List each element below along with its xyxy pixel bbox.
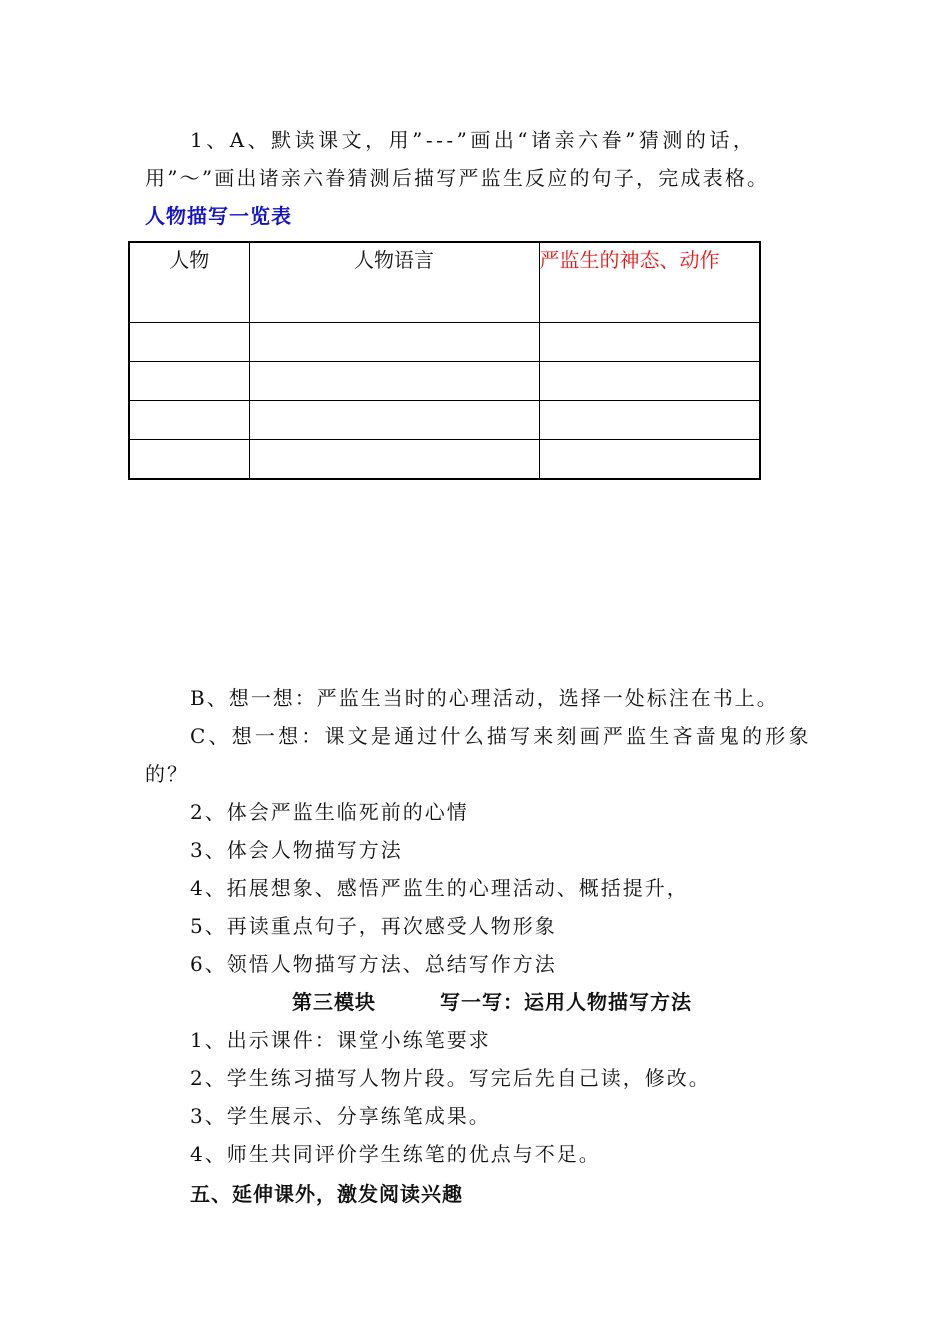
header-expression-action: 严监生的神态、动作 xyxy=(539,242,760,323)
intro-line-2: 用”～”画出诸亲六眷猜测后描写严监生反应的句子，完成表格。 xyxy=(145,166,770,190)
table-row xyxy=(129,440,760,480)
table-cell[interactable] xyxy=(129,362,249,401)
table-cell[interactable] xyxy=(129,323,249,362)
table-cell[interactable] xyxy=(539,323,760,362)
header-character-language: 人物语言 xyxy=(249,242,539,323)
step-4: 4、拓展想象、感悟严监生的心理活动、概括提升， xyxy=(190,876,689,900)
table-cell[interactable] xyxy=(129,401,249,440)
step-b: B、想一想：严监生当时的心理活动，选择一处标注在书上。 xyxy=(190,686,779,710)
table-row xyxy=(129,323,760,362)
module-3-subtitle: 写一写：运用人物描写方法 xyxy=(440,990,692,1014)
table-cell[interactable] xyxy=(249,323,539,362)
table-cell[interactable] xyxy=(539,401,760,440)
module-3-item-1: 1、出示课件：课堂小练笔要求 xyxy=(190,1028,491,1052)
table-cell[interactable] xyxy=(249,362,539,401)
table-row xyxy=(129,401,760,440)
module-3-item-2: 2、学生练习描写人物片段。写完后先自己读，修改。 xyxy=(190,1066,711,1090)
table-cell[interactable] xyxy=(539,440,760,480)
step-3: 3、体会人物描写方法 xyxy=(190,838,403,862)
module-3-item-4: 4、师生共同评价学生练笔的优点与不足。 xyxy=(190,1142,601,1166)
table-row xyxy=(129,362,760,401)
module-3-name: 第三模块 xyxy=(292,990,376,1014)
table-title: 人物描写一览表 xyxy=(145,204,292,228)
module-3-heading xyxy=(292,988,692,1016)
intro-line-1: 1、A、默读课文，用”---”画出“诸亲六眷”猜测的话， xyxy=(190,128,757,152)
module-3-item-3: 3、学生展示、分享练笔成果。 xyxy=(190,1104,491,1128)
step-2: 2、体会严监生临死前的心情 xyxy=(190,800,469,824)
table-cell[interactable] xyxy=(249,440,539,480)
table-cell[interactable] xyxy=(539,362,760,401)
table-cell[interactable] xyxy=(249,401,539,440)
step-5: 5、再读重点句子，再次感受人物形象 xyxy=(190,914,557,938)
step-c-line-2: 的？ xyxy=(145,762,189,786)
step-c-line-1: C、想一想：课文是通过什么描写来刻画严监生吝啬鬼的形象 xyxy=(190,724,812,748)
step-6: 6、领悟人物描写方法、总结写作方法 xyxy=(190,952,557,976)
header-character: 人物 xyxy=(129,242,249,323)
character-description-table xyxy=(128,241,761,480)
table-cell[interactable] xyxy=(129,440,249,480)
table-header-row xyxy=(129,242,760,323)
section-5-heading: 五、延伸课外，激发阅读兴趣 xyxy=(190,1182,463,1206)
